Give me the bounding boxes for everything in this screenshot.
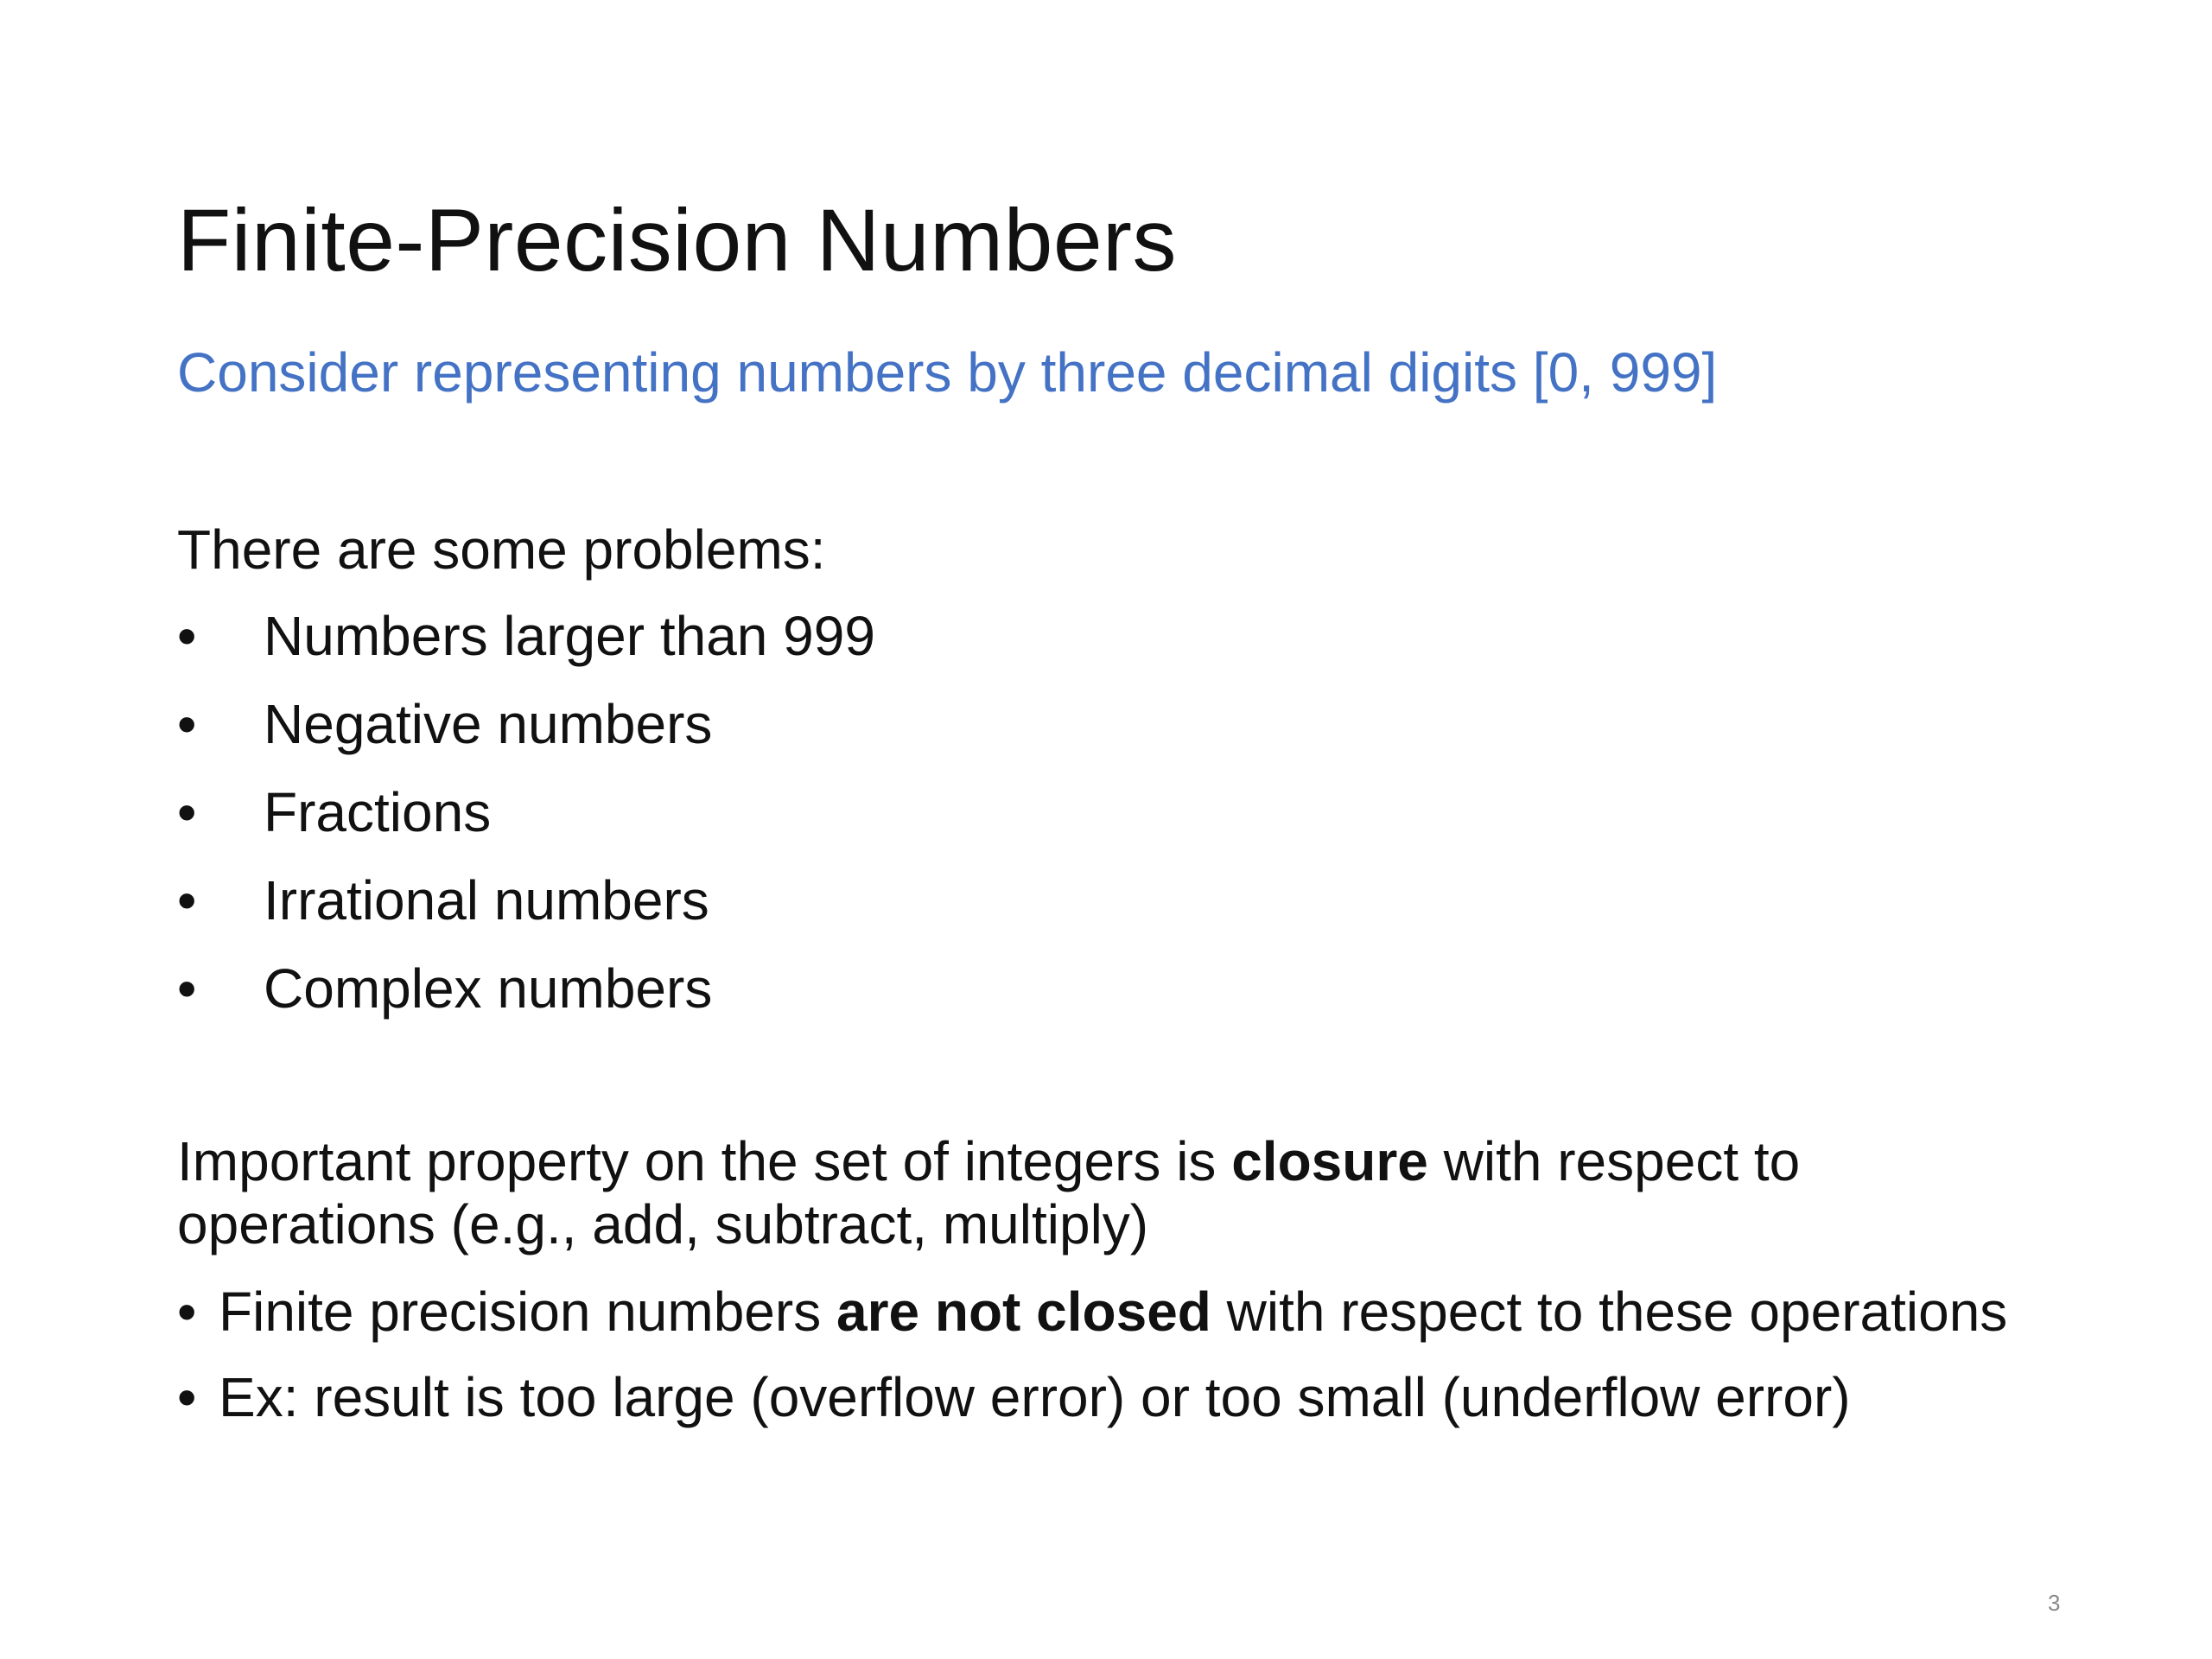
- bullet-icon: •: [177, 1365, 197, 1428]
- slide-subtitle: Consider representing numbers by three decimal digits [0, 999]: [177, 341, 1718, 404]
- point-text: Ex: result is too large (overflow error) or too small (underflow error): [219, 1365, 1851, 1428]
- closure-term: closure: [1231, 1130, 1428, 1192]
- bullet-icon: •: [177, 781, 197, 843]
- point-text-after: with respect to these operations: [1211, 1281, 2008, 1343]
- point-text-before: Finite precision numbers: [219, 1281, 836, 1343]
- problem-text: Numbers larger than 999: [264, 605, 875, 667]
- closure-text-after: with respect to operations (e.g., add, subtract, multiply): [177, 1130, 1801, 1255]
- slide-number: 3: [2048, 1590, 2061, 1616]
- problem-text: Complex numbers: [264, 957, 713, 1020]
- bullet-icon: •: [177, 869, 197, 931]
- slide-title: Finite-Precision Numbers: [177, 191, 1178, 289]
- bullet-icon: •: [177, 957, 197, 1020]
- closure-text-before: Important property on the set of integers is: [177, 1130, 1232, 1192]
- problem-text: Fractions: [264, 781, 492, 843]
- closure-list: [177, 1281, 2078, 1452]
- list-item: [177, 1281, 2078, 1344]
- problems-intro: There are some problems:: [177, 518, 826, 581]
- list-item: [177, 1366, 2078, 1429]
- problem-text: Negative numbers: [264, 693, 713, 755]
- point-emphasis: are not closed: [836, 1281, 1211, 1343]
- problem-text: Irrational numbers: [264, 869, 709, 931]
- closure-paragraph: [177, 1130, 2035, 1256]
- bullet-icon: •: [177, 693, 197, 755]
- bullet-icon: •: [177, 1281, 197, 1343]
- bullet-icon: •: [177, 605, 197, 667]
